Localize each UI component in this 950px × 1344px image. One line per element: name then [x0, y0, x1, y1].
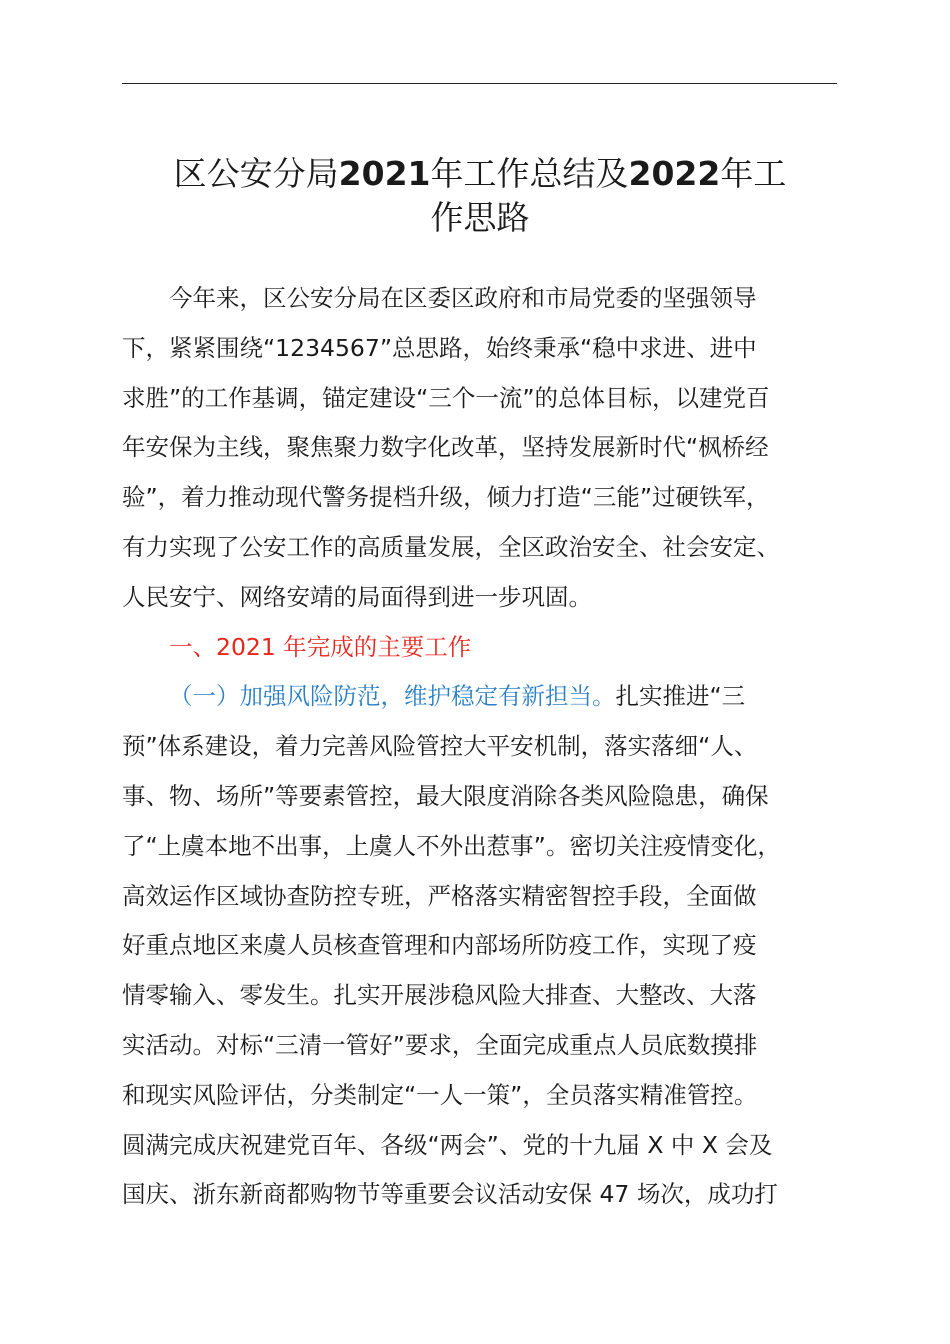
paragraph-line: 有力实现了公安工作的高质量发展，全区政治安全、社会安定、: [122, 532, 780, 561]
title-text: 区公安分局: [173, 154, 339, 193]
subsection-heading: （一）加强风险防范，维护稳定有新担当。: [169, 682, 616, 711]
paragraph-line: 情零输入、零发生。扎实开展涉稳风险大排查、大整改、大落: [122, 981, 757, 1010]
paragraph-line: 圆满完成庆祝建党百年、各级“两会”、党的十九届 X 中 X 会及: [122, 1130, 773, 1159]
paragraph-line: 好重点地区来虞人员核查管理和内部场所防疫工作，实现了疫: [122, 931, 757, 960]
title-text: 年工作总结及: [430, 154, 629, 193]
document-body: [122, 274, 862, 1220]
paragraph-line: 高效运作区域协查防控专班，严格落实精密智控手段，全面做: [122, 881, 757, 910]
title-year-2022: 2022: [628, 154, 721, 193]
section-heading: 一、2021 年完成的主要工作: [169, 632, 472, 661]
paragraph-line: 下，紧紧围绕“1234567”总思路，始终秉承“稳中求进、进中: [122, 333, 757, 362]
title-line-1: [110, 152, 850, 196]
title-line-2: 作思路: [430, 198, 530, 237]
document-title: [110, 152, 850, 240]
paragraph-line: 了“上虞本地不出事，上虞人不外出惹事”。密切关注疫情变化，: [122, 831, 781, 860]
header-rule: [122, 83, 837, 84]
paragraph-line: 事、物、场所”等要素管控，最大限度消除各类风险隐患，确保: [122, 781, 769, 810]
paragraph-text: 扎实推进“三: [615, 682, 746, 711]
paragraph-line: 人民安宁、网络安靖的局面得到进一步巩固。: [122, 582, 592, 611]
paragraph-line: 和现实风险评估，分类制定“一人一策”，全员落实精准管控。: [122, 1080, 758, 1109]
paragraph-line: 预”体系建设，着力完善风险管控大平安机制，落实落细“人、: [122, 732, 758, 761]
paragraph-line: 验”，着力推动现代警务提档升级，倾力打造“三能”过硬铁军，: [122, 483, 770, 512]
paragraph-line: 实活动。对标“三清一管好”要求，全面完成重点人员底数摸排: [122, 1030, 758, 1059]
paragraph-line: 今年来，区公安分局在区委区政府和市局党委的坚强领导: [169, 284, 757, 312]
paragraph-line: 求胜”的工作基调，锚定建设“三个一流”的总体目标，以建党百: [122, 383, 770, 412]
title-year-2021: 2021: [338, 154, 431, 193]
title-text: 年工: [720, 154, 787, 193]
paragraph-line: 年安保为主线，聚焦聚力数字化改革，坚持发展新时代“枫桥经: [122, 433, 769, 462]
paragraph-line: 国庆、浙东新商都购物节等重要会议活动安保 47 场次，成功打: [122, 1180, 778, 1209]
subsection-first-line: [122, 672, 862, 722]
